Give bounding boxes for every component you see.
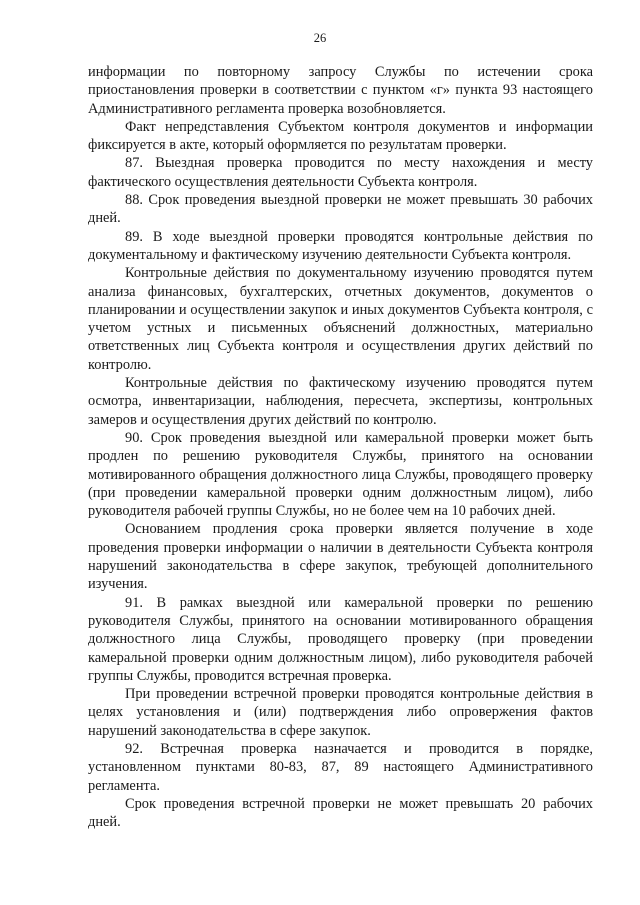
paragraph-nonsubmission: Факт непредставления Субъектом контроля документов и информации фиксируется в акте, который оформляется по результатам проверки.	[88, 118, 593, 154]
document-body	[88, 63, 593, 831]
paragraph-counter-check-actions: При проведении встречной проверки проводятся контрольные действия в целях установления и (или) подтверждения либо опровержения фактов нарушений законодательства в сфере закупок.	[88, 686, 593, 739]
paragraph-item-87: 87. Выездная проверка проводится по месту нахождения и месту фактического осуществления деятельности Субъекта контроля.	[88, 155, 593, 190]
paragraph-extension-basis: Основанием продления срока проверки является получение в ходе проведения проверки информации о наличии в деятельности Субъекта контроля нарушений законодательства в сфере закупок, требующей дополнительного изучения.	[88, 521, 593, 593]
paragraph-item-91: 91. В рамках выездной или камеральной проверки по решению руководителя Службы, принятого на основании мотивированного обращения должностного лица Службы, проводящего проверку (при проведении камеральной проверки одним должностным лицом), либо руководителя рабочей группы Службы, проводится встречная проверка.	[88, 594, 593, 684]
paragraph-factual-study: Контрольные действия по фактическому изучению проводятся путем осмотра, инвентаризации, наблюдения, пересчета, экспертизы, контрольных замеров и осуществления других действий по контролю.	[88, 375, 593, 428]
paragraph-item-88: 88. Срок проведения выездной проверки не может превышать 30 рабочих дней.	[88, 192, 593, 227]
paragraph-item-92: 92. Встречная проверка назначается и проводится в порядке, установленном пунктами 80-83, 87, 89 настоящего Административного регламента.	[88, 740, 593, 794]
page-number: 26	[313, 31, 327, 45]
paragraph-continuation: информации по повторному запросу Службы по истечении срока приостановления проверки в соответствии с пунктом «г» пункта 93 настоящего Административного регламента проверка возобновляется.	[88, 64, 593, 117]
paragraph-item-90: 90. Срок проведения выездной или камеральной проверки может быть продлен по решению руководителя Службы, принятого на основании мотивированного обращения должностного лица Службы, проводящего проверку (при проведении камеральной проверки одним должностным лицом), либо руководителя рабочей группы Службы, но не более чем на 10 рабочих дней.	[88, 429, 593, 520]
paragraph-counter-check-term: Срок проведения встречной проверки не может превышать 20 рабочих дней.	[88, 795, 593, 831]
paragraph-documentary-study: Контрольные действия по документальному изучению проводятся путем анализа финансовых, бухгалтерских, отчетных документов, документов о планировании и осуществлении закупок и иных документов Субъекта контроля, с учетом устных и письменных объяснений должностных, материально ответственных лиц Субъекта контроля и осуществления других действий по контролю.	[88, 265, 593, 373]
paragraph-item-89: 89. В ходе выездной проверки проводятся контрольные действия по документальному и фактическому изучению деятельности Субъекта контроля.	[88, 228, 593, 263]
